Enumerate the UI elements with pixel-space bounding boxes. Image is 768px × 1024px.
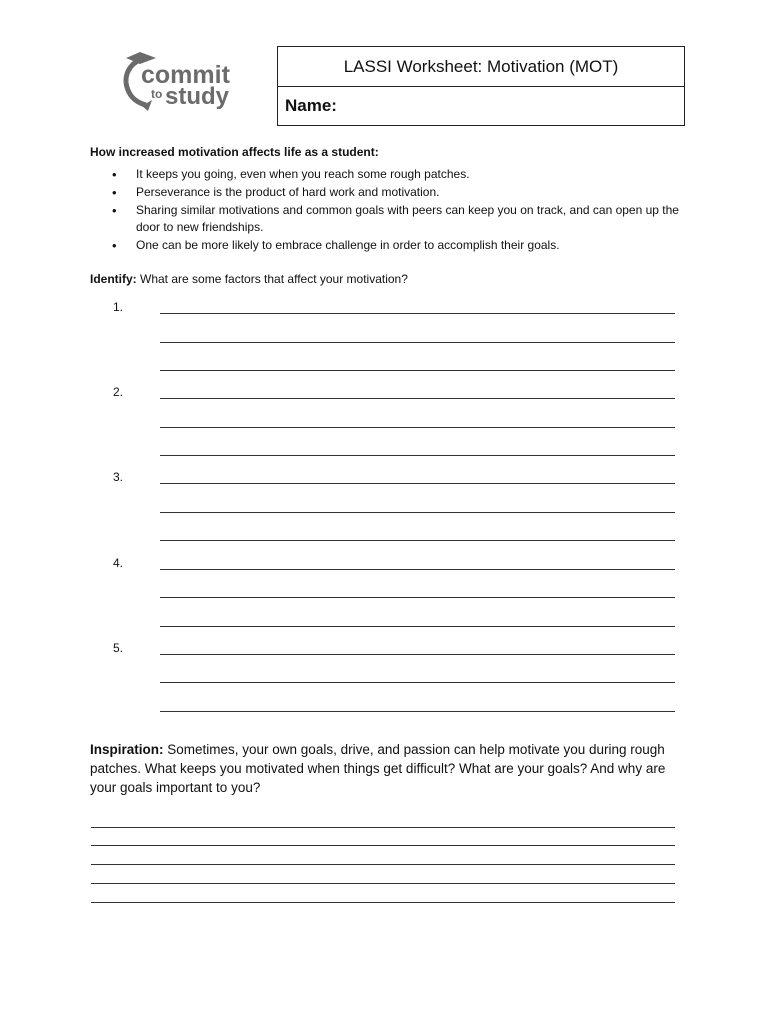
answer-line[interactable] (91, 864, 675, 865)
item-number-3: 3. (113, 470, 124, 484)
title-box (277, 46, 685, 126)
answer-line[interactable] (160, 483, 675, 484)
item-number-5: 5. (113, 641, 124, 655)
answer-line[interactable] (160, 370, 675, 371)
answer-line[interactable] (160, 342, 675, 343)
inspiration-label: Inspiration: (90, 742, 164, 757)
name-field[interactable] (278, 87, 684, 125)
identify-label: Identify: (90, 272, 137, 286)
commit-to-study-logo (118, 48, 248, 114)
worksheet-title: LASSI Worksheet: Motivation (MOT) (278, 47, 684, 87)
item-number-2: 2. (113, 385, 124, 399)
answer-line[interactable] (160, 398, 675, 399)
answer-line[interactable] (160, 540, 675, 541)
answer-line[interactable] (160, 711, 675, 712)
answer-line[interactable] (91, 902, 675, 903)
item-number-4: 4. (113, 556, 124, 570)
item-number-1: 1. (113, 300, 124, 314)
answer-line[interactable] (160, 455, 675, 456)
bullet-item: • Sharing similar motivations and common goals with peers can keep you on track, and can open up the door to new friendships. (90, 202, 680, 236)
graduation-cap-arrow-icon (118, 48, 248, 114)
bullet-item: • One can be more likely to embrace challenge in order to accomplish their goals. (90, 237, 680, 254)
answer-line[interactable] (160, 427, 675, 428)
bullet-list (90, 166, 680, 255)
answer-line[interactable] (91, 883, 675, 884)
identify-prompt (90, 272, 408, 286)
logo-word-to: to (151, 87, 163, 101)
answer-line[interactable] (160, 313, 675, 314)
answer-line[interactable] (91, 827, 675, 828)
answer-line[interactable] (160, 626, 675, 627)
name-label: Name: (285, 96, 337, 115)
identify-question: What are some factors that affect your motivation? (136, 272, 408, 286)
answer-line[interactable] (160, 682, 675, 683)
logo-word-study: study (165, 83, 230, 110)
inspiration-prompt (90, 740, 682, 797)
answer-line[interactable] (160, 654, 675, 655)
bullet-item: • It keeps you going, even when you reach some rough patches. (90, 166, 680, 183)
bullet-item: • Perseverance is the product of hard work and motivation. (90, 184, 680, 201)
intro-heading: How increased motivation affects life as a student: (90, 145, 379, 159)
answer-line[interactable] (160, 512, 675, 513)
inspiration-text: Sometimes, your own goals, drive, and passion can help motivate you during rough patches. What keeps you motivated when things get difficult? What are your goals? And why are your goals important to you? (90, 742, 666, 795)
answer-line[interactable] (91, 845, 675, 846)
logo-word-commit: commit (141, 61, 230, 89)
answer-line[interactable] (160, 569, 675, 570)
answer-line[interactable] (160, 597, 675, 598)
